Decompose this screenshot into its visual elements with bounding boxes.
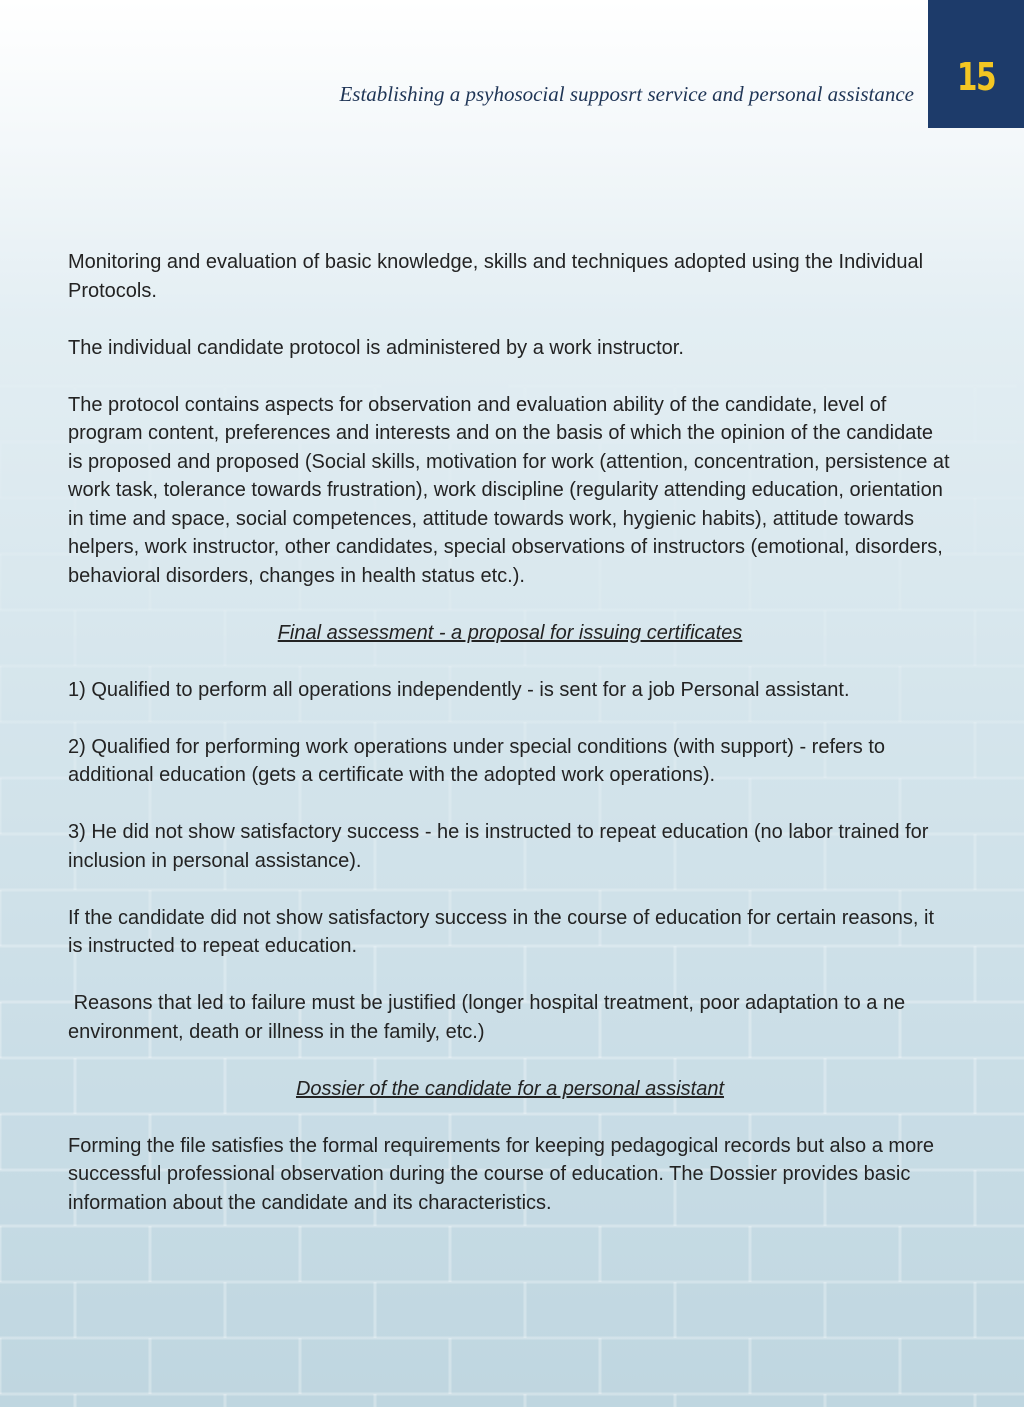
paragraph-monitoring: Monitoring and evaluation of basic knowledge, skills and techniques adopted using the Individual Protocols.	[68, 251, 924, 302]
paragraph-failure-reasons: Reasons that led to failure must be justified (longer hospital treatment, poor adaptation to a ne environment, death or illness in the family, etc.)	[68, 992, 911, 1043]
list-item-qualified-with-support: 2) Qualified for performing work operations under special conditions (with support) - refers to additional education (gets a certificate with the adopted work operations).	[68, 735, 886, 786]
paragraph-dossier: Forming the file satisfies the formal requirements for keeping pedagogical records but also a more successful professional observation during the course of education. The Dossier provides basic information about the candidate and its characteristics.	[68, 1134, 934, 1214]
heading-final-assessment: Final assessment - a proposal for issuing certificates	[277, 621, 743, 644]
page-number-tab	[928, 0, 1024, 128]
list-item-not-satisfactory: 3) He did not show satisfactory success - he is instructed to repeat education (no labor trained for inclusion in personal assistance).	[68, 821, 929, 872]
running-head-title: Establishing a psyhosocial supposrt service and personal assistance	[339, 82, 914, 106]
paragraph-protocol-admin: The individual candidate protocol is administered by a work instructor.	[68, 336, 684, 359]
heading-dossier: Dossier of the candidate for a personal assistant	[295, 1077, 725, 1100]
page-number: 15	[956, 55, 996, 99]
paragraph-repeat-education: If the candidate did not show satisfactory success in the course of education for certain reasons, it is instructed to repeat education.	[68, 906, 935, 957]
page-body	[68, 248, 952, 1246]
paragraph-protocol-contents: The protocol contains aspects for observation and evaluation ability of the candidate, level of program content, preferences and interests and on the basis of which the opinion of the candidate is proposed and proposed (Social skills, motivation for work (attention, concentration, persistence at work task, tolerance towards frustration), work discipline (regularity attending education, orientation in time and space, social competences, attitude towards work, hygienic habits), attitude towards helpers, work instructor, other candidates, special observations of instructors (emotional, disorders, behavioral disorders, changes in health status etc.).	[68, 393, 950, 587]
list-item-qualified: 1) Qualified to perform all operations independently - is sent for a job Personal assistant.	[68, 678, 850, 701]
